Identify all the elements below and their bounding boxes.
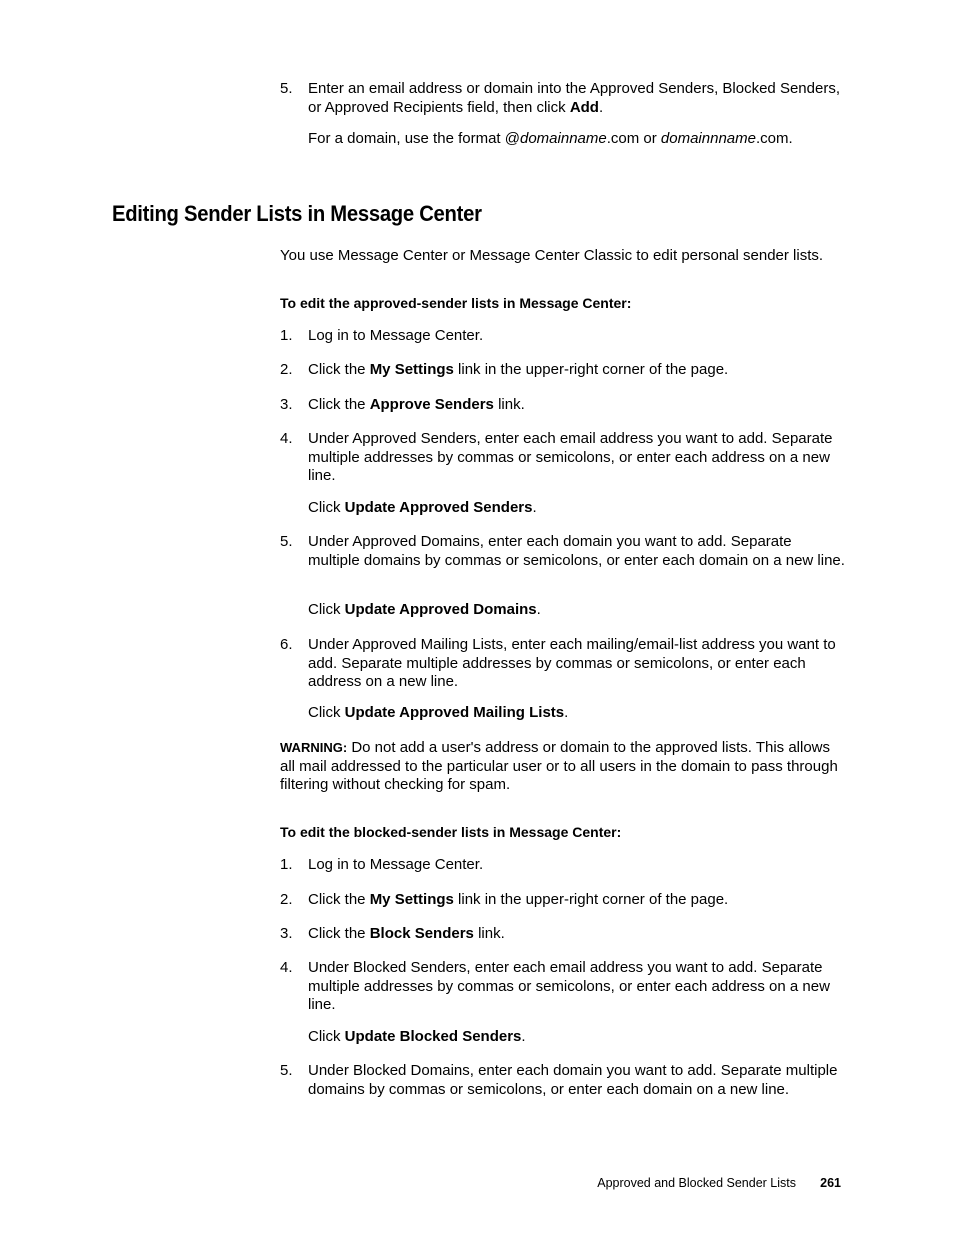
intro-paragraph: You use Message Center or Message Center Classic to edit personal sender lists.: [280, 247, 824, 264]
list-item: 2. Click the My Settings link in the upper-right corner of the page.: [280, 361, 729, 378]
list-item: 4. Under Approved Senders, enter each email address you want to add. Separate multiple addresses by commas or semicolons, or enter each address on a new line.: [280, 430, 833, 484]
warning-label: WARNING:: [280, 740, 348, 755]
step-number: 5.: [280, 80, 293, 97]
list-item: 1. Log in to Message Center.: [280, 327, 484, 344]
procedure-heading-blocked: To edit the blocked-sender lists in Message Center:: [280, 824, 622, 840]
warning-note: WARNING: Do not add a user's address or domain to the approved lists. This allows all mail addressed to the particular user or to all users in the domain to pass through filtering without checking for spam.: [280, 739, 838, 793]
list-item: 1. Log in to Message Center.: [280, 856, 484, 873]
ui-term: Approve Senders: [369, 396, 494, 413]
click-instruction: Click Update Approved Senders.: [308, 499, 537, 516]
list-item: 4. Under Blocked Senders, enter each email address you want to add. Separate multiple addresses by commas or semicolons, or enter each address on a new line.: [280, 959, 830, 1013]
ui-term: Block Senders: [369, 925, 474, 942]
list-item: 3. Click the Block Senders link.: [280, 925, 505, 942]
click-instruction: Click Update Approved Domains.: [308, 601, 541, 618]
step-text: Enter an email address or domain into the Approved Senders, Blocked Senders, or Approved Recipients field, then click Add.: [308, 80, 840, 116]
list-item: 3. Click the Approve Senders link.: [280, 396, 525, 413]
list-item: 6. Under Approved Mailing Lists, enter each mailing/email-list address you want to add. Separate multiple addresses by commas or semicolons, or enter each address on a new line.: [280, 636, 836, 690]
list-item: 5. Under Approved Domains, enter each domain you want to add. Separate multiple domains by commas or semicolons, or enter each domain on a new line.: [280, 533, 845, 569]
list-item: 2. Click the My Settings link in the upper-right corner of the page.: [280, 891, 729, 908]
click-instruction: Click Update Approved Mailing Lists.: [308, 704, 569, 721]
list-item: 5. Under Blocked Domains, enter each domain you want to add. Separate multiple domains by commas or semicolons, or enter each domain on a new line.: [280, 1062, 838, 1098]
list-item: [280, 80, 846, 117]
procedure-heading-approved: To edit the approved-sender lists in Message Center:: [280, 295, 632, 311]
domain-format-note: For a domain, use the format @domainname.com or domainnname.com.: [308, 130, 793, 147]
footer-chapter-title: Approved and Blocked Sender Lists: [597, 1176, 796, 1190]
page-number: 261: [820, 1176, 841, 1190]
click-instruction: Click Update Blocked Senders.: [308, 1028, 526, 1045]
ui-term: My Settings: [369, 361, 454, 378]
ui-term: My Settings: [369, 891, 454, 908]
section-heading: Editing Sender Lists in Message Center: [112, 201, 482, 226]
